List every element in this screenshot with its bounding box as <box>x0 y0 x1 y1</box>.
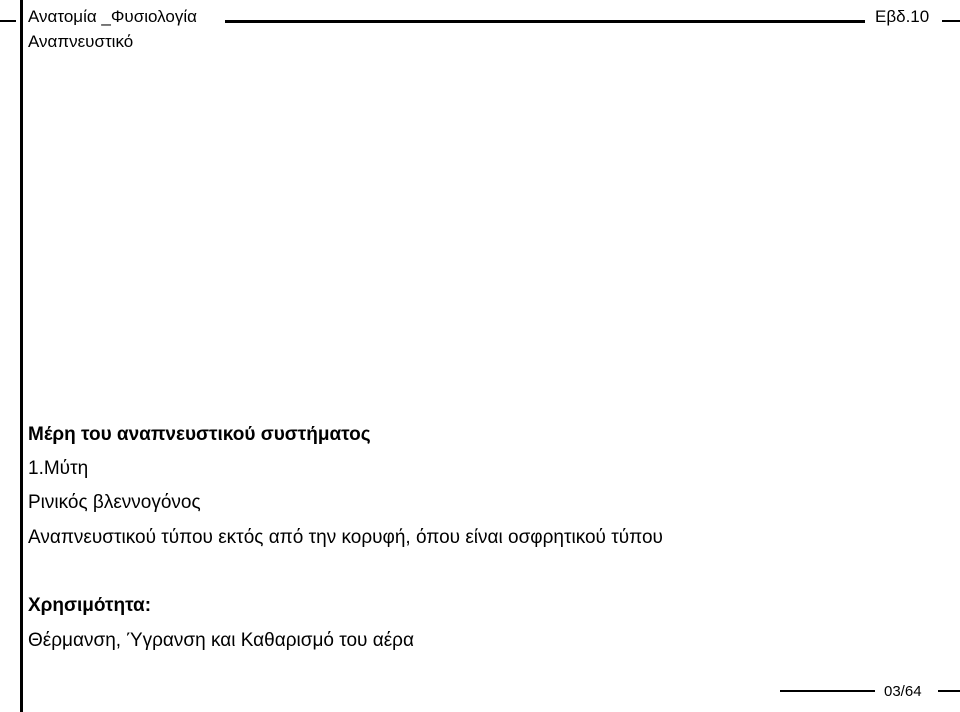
description: Αναπνευστικού τύπου εκτός από την κορυφή, όπου είναι οσφρητικού τύπου <box>28 527 663 548</box>
item-title: 1.Μύτη <box>28 458 89 479</box>
header-left-tick <box>0 20 16 22</box>
header-right-tick <box>942 20 960 22</box>
section-heading: Μέρη του αναπνευστικού συστήματος <box>28 424 371 445</box>
lesson-code: Εβδ.10 <box>875 7 930 26</box>
chapter-title: Αναπνευστικό <box>28 32 134 51</box>
footer-rule <box>780 690 875 692</box>
page-number: 03/64 <box>884 683 922 700</box>
usage-text: Θέρμανση, Ύγρανση και Καθαρισμό του αέρα <box>28 630 414 651</box>
left-margin-line <box>20 0 23 712</box>
course-title: Ανατομία _Φυσιολογία <box>28 7 197 26</box>
usage-title: Χρησιμότητα: <box>28 595 152 616</box>
footer-right-tick <box>938 690 960 692</box>
subheading: Ρινικός βλεννογόνος <box>28 492 201 513</box>
header-rule <box>225 20 865 23</box>
